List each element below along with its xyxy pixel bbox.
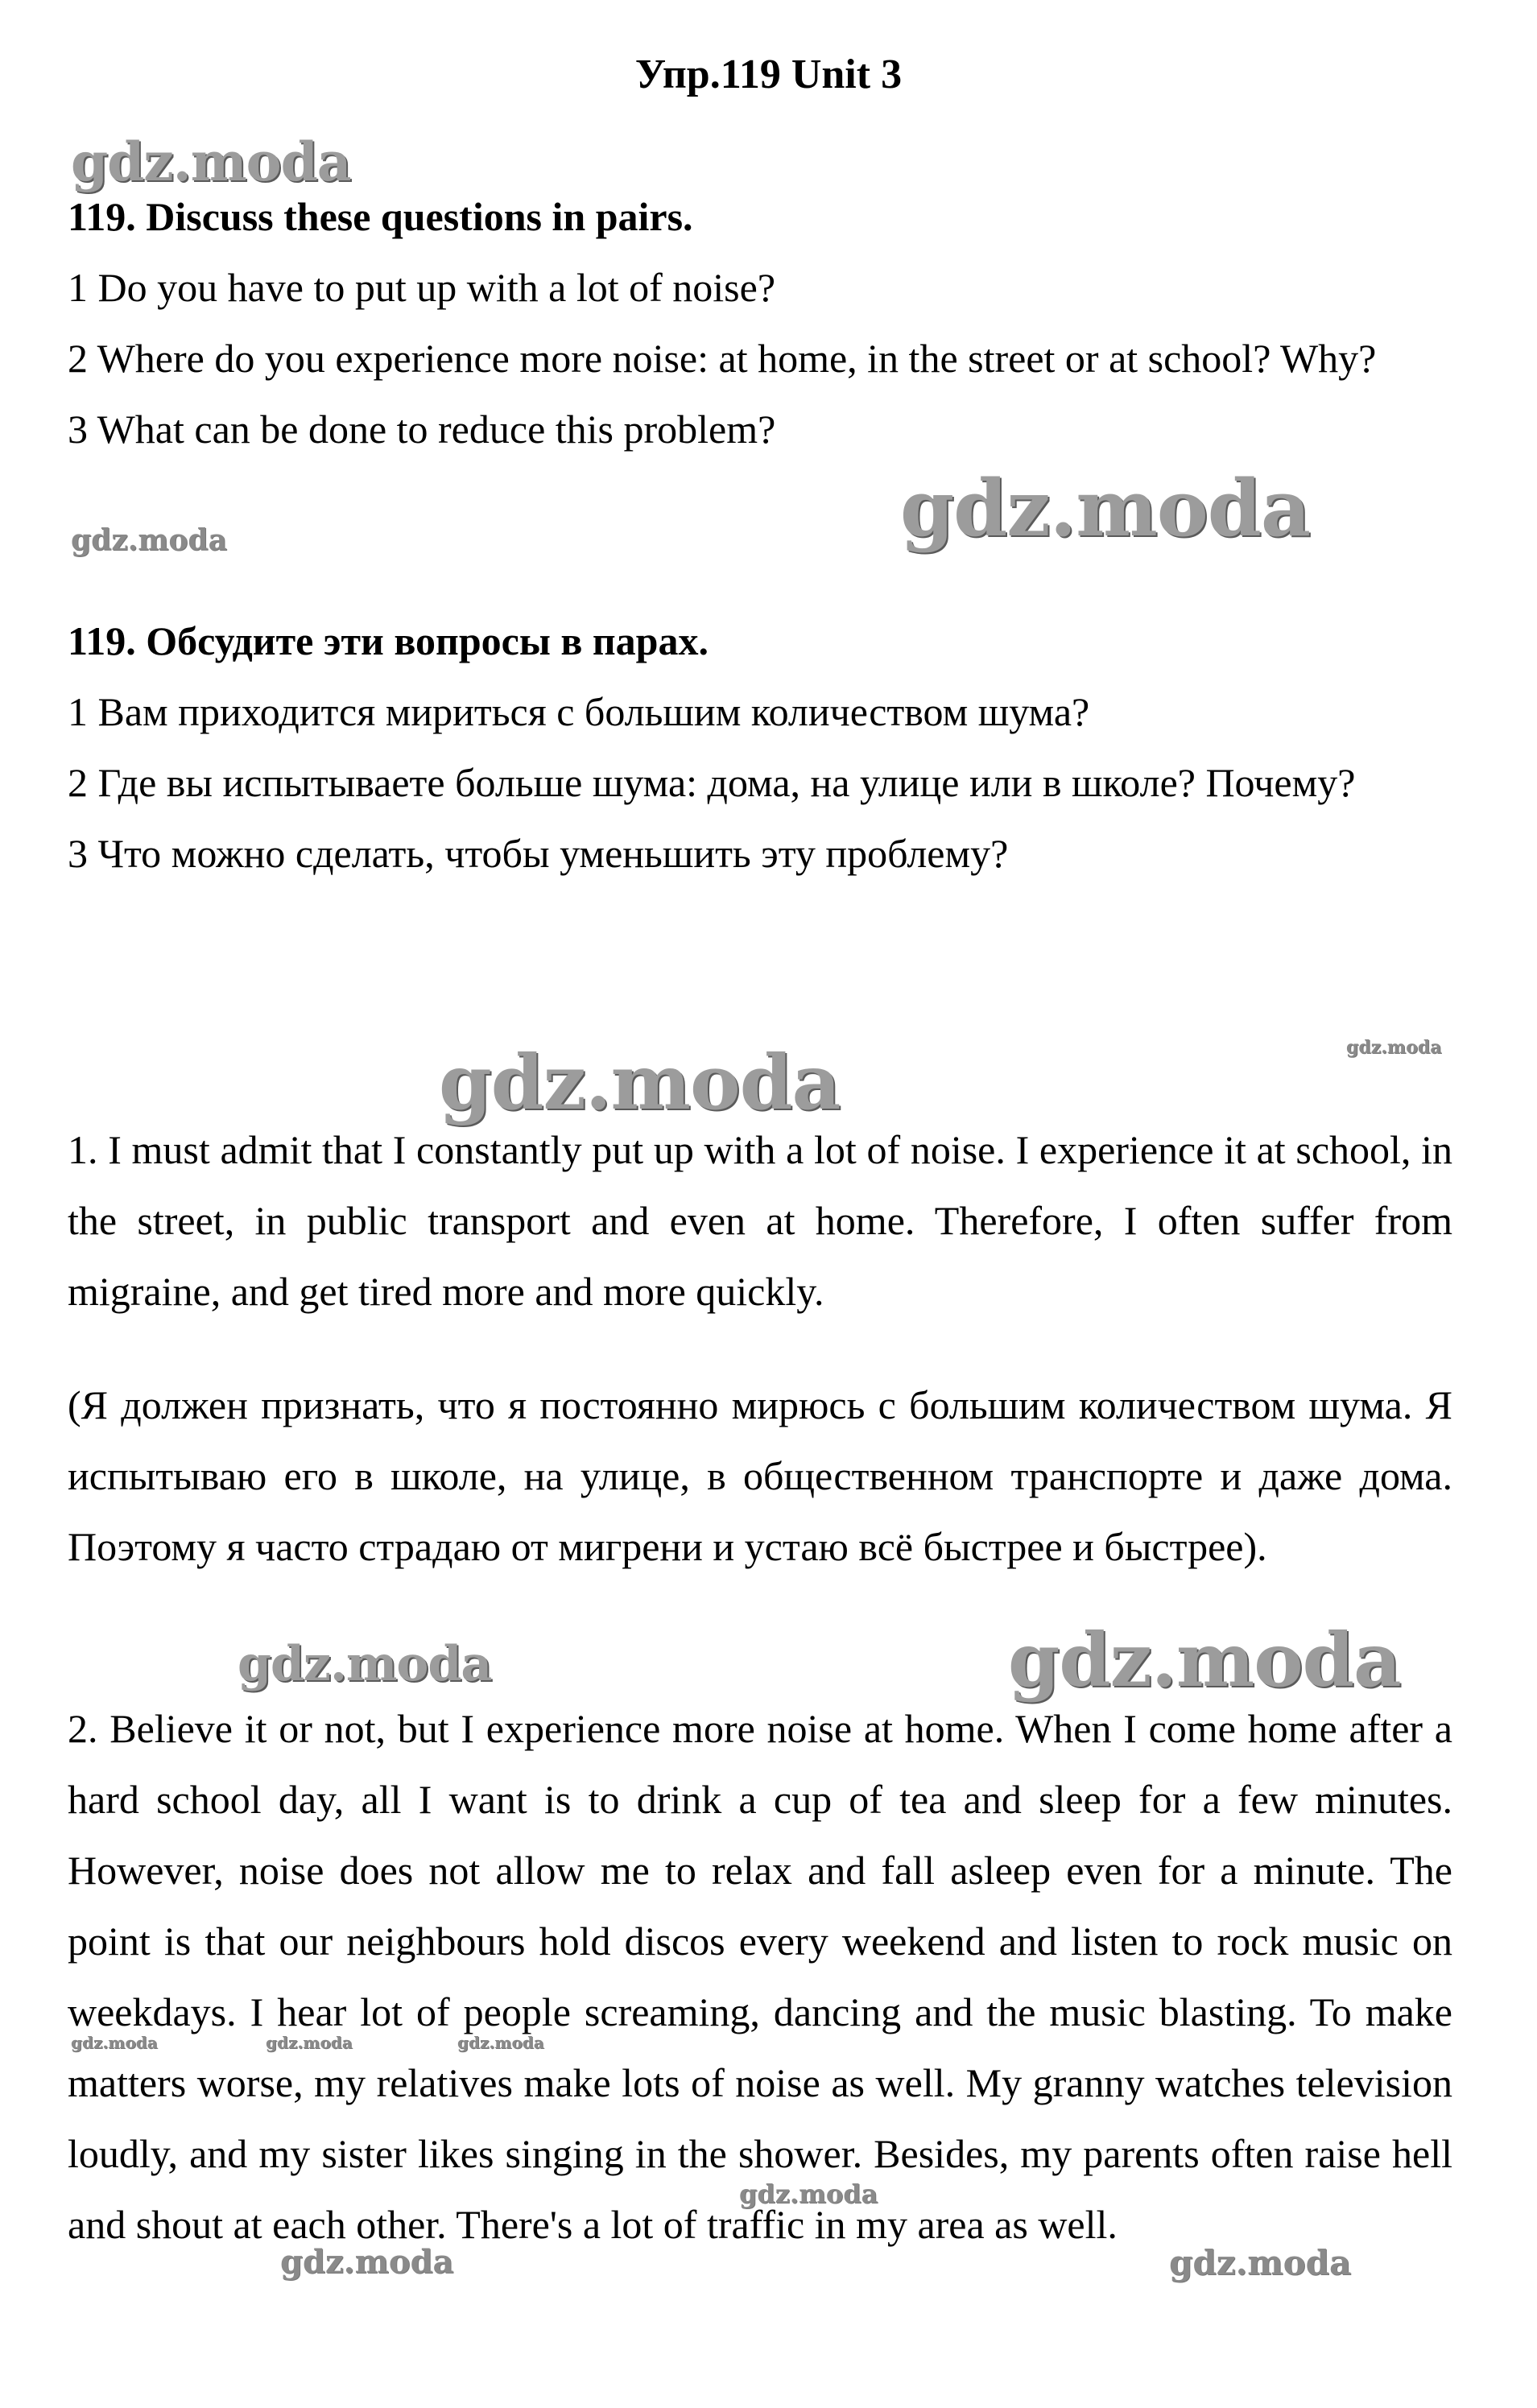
watermark: gdz.moda: [280, 2243, 454, 2281]
task-ru-question-1: 1 Вам приходится мириться с большим количеством шума?: [68, 689, 1090, 734]
watermark: gdz.moda: [71, 130, 351, 193]
watermark: gdz.moda: [439, 1039, 841, 1127]
task-english: [68, 181, 1452, 465]
page-title: Упр.119 Unit 3: [634, 52, 903, 97]
watermark: gdz.moda: [457, 2033, 544, 2052]
task-ru-question-3: 3 Что можно сделать, чтобы уменьшить эту проблему?: [68, 831, 1009, 876]
answer-1-russian: (Я должен признать, что я постоянно мирюсь с большим количеством шума. Я испытываю его в школе, на улице, в общественном транспорте и даже дома. Поэтому я часто страдаю от мигрени и устаю всё быстрее и быстрее).: [68, 1382, 1452, 1569]
task-en-question-3: 3 What can be done to reduce this problem?: [68, 407, 776, 452]
watermark: gdz.moda: [1169, 2243, 1352, 2282]
watermark: gdz.moda: [71, 2033, 158, 2052]
watermark: gdz.moda: [238, 1636, 492, 1692]
watermark: gdz.moda: [266, 2033, 353, 2052]
task-en-question-2: 2 Where do you experience more noise: at home, in the street or at school? Why?: [68, 336, 1377, 381]
answer-1-english: 1. I must admit that I constantly put up with a lot of noise. I experience it at school, in the street, in public transport and even at home. Therefore, I often suffer from migraine, and get tired more and more quickly.: [68, 1127, 1452, 1314]
task-ru-question-2: 2 Где вы испытываете больше шума: дома, на улице или в школе? Почему?: [68, 760, 1356, 805]
watermark: gdz.moda: [71, 523, 227, 557]
answer-2-english: 2. Believe it or not, but I experience more noise at home. When I come home after a hard school day, all I want is to drink a cup of tea and sleep for a few minutes. However, noise does not allow me to relax and fall asleep even for a minute. The point is that our neighbours hold discos every weekend and listen to rock music on weekdays. I hear lot of people screaming, dancing and the music blasting. To make matters worse, my relatives make lots of noise as well. My granny watches television loudly, and my sister likes singing in the shower. Besides, my parents often raise hell and shout at each other. There's a lot of traffic in my area as well.: [68, 1706, 1452, 2247]
task-ru-heading: 119. Обсудите эти вопросы в парах.: [68, 618, 709, 663]
task-en-question-1: 1 Do you have to put up with a lot of noise?: [68, 265, 776, 310]
watermark: gdz.moda: [739, 2179, 878, 2209]
task-en-heading: 119. Discuss these questions in pairs.: [68, 194, 693, 239]
task-russian: [68, 605, 1452, 889]
watermark: gdz.moda: [1008, 1617, 1401, 1704]
watermark: gdz.moda: [900, 463, 1311, 554]
watermark: gdz.moda: [1346, 1037, 1442, 1058]
